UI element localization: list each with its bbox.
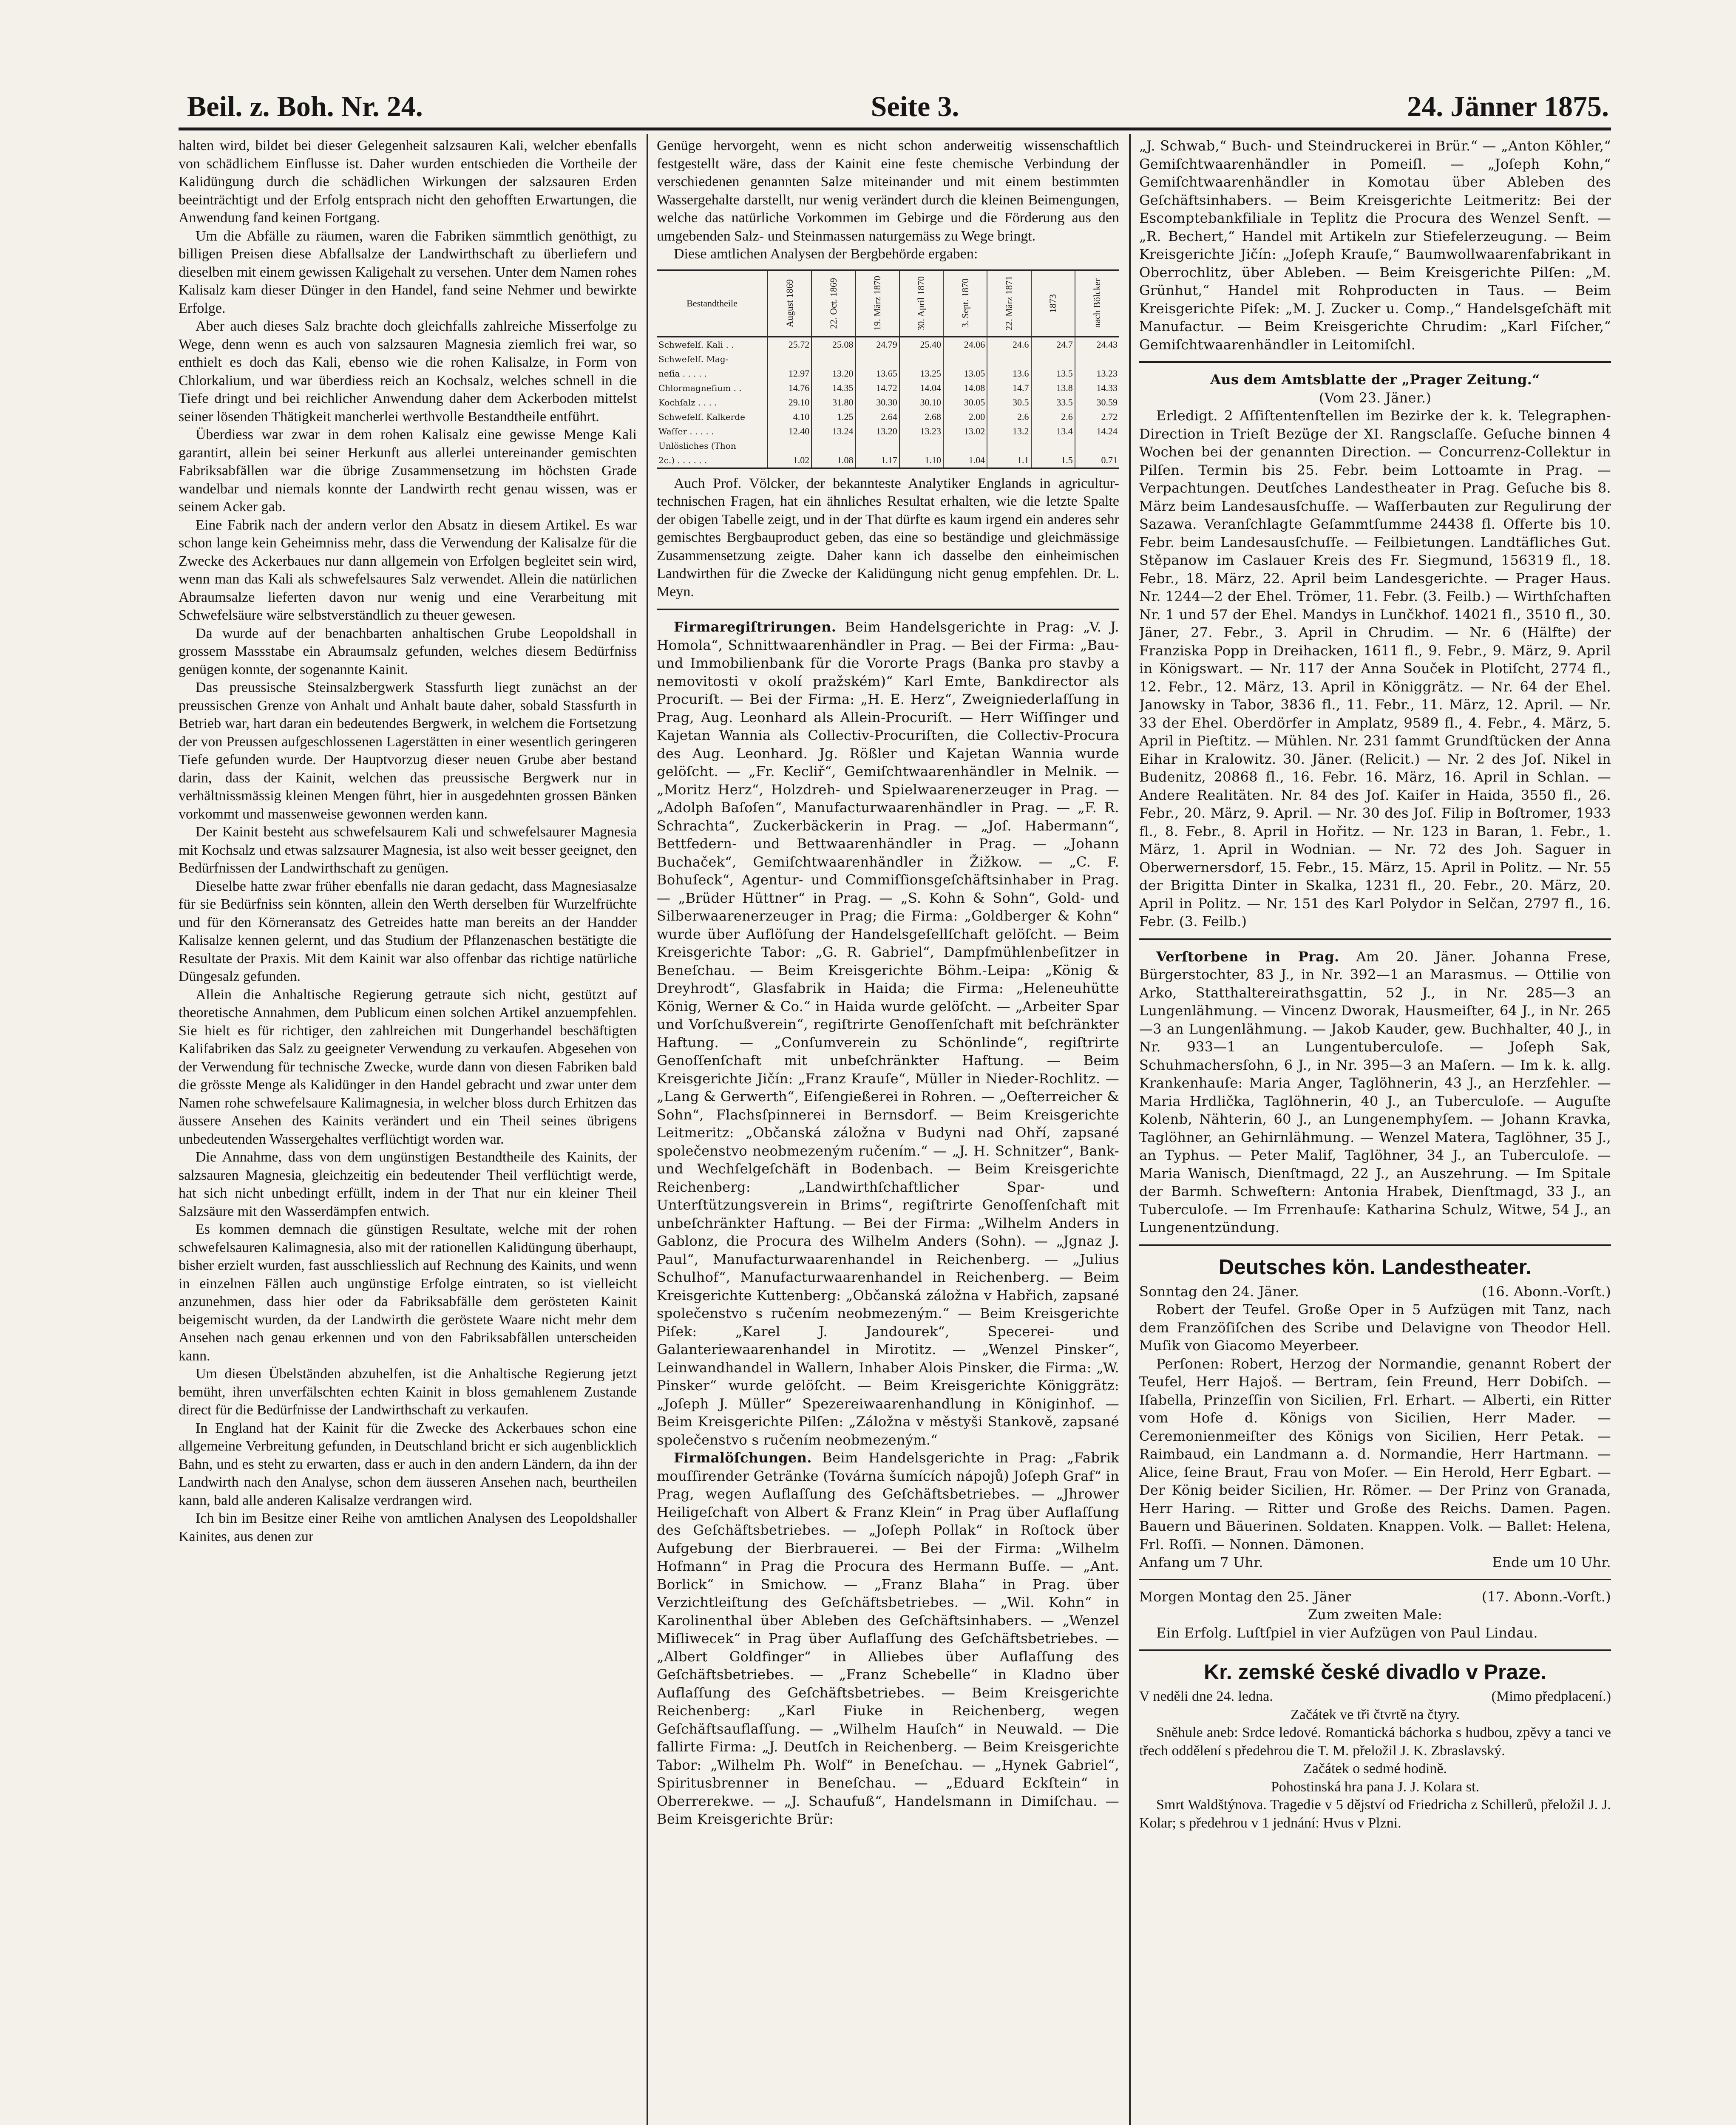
table-header-text: 3. Sept. 1870 [959,278,970,328]
table-cell [1032,352,1075,366]
column-1 [179,137,637,2125]
section-rule [1139,361,1611,363]
table-cell [1032,439,1075,453]
table-cell: 2.64 [856,410,900,424]
table-cell: 0.71 [1101,454,1118,465]
table-header-date [987,271,1031,337]
firm-deletions-heading: Firmalöſchungen. [674,1450,812,1466]
table-cell: 14.35 [812,381,856,395]
article-paragraph: Genüge hervorgeht, wenn es nicht schon anderweitig wissenschaftlich festgestellt wäre, dass der Kainit eine feste chemische Verbindung der verschiedenen genannten Salze miteinander und mit einem bestimmten Wassergehalte darstellt, nur wenig verändert durch die kleinen Beimengungen, welche das natürliche Vorkommen im Gebirge und die Förderung aus den umgebenden Salz- und Steinmassen naturgemäss zu Wege bringt. [657,138,1119,244]
table-cell: 1.17 [856,453,900,468]
table-cell [1075,439,1119,453]
article-paragraph: Eine Fabrik nach der andern verlor den Absatz in diesem Artikel. Es war schon lange kein Geheimniss mehr, dass die Verwendung der Kalisalze für die Zwecke des Ackerbaues nur dann allgemein von Erfolgen begleitet sein wird, wenn man das Kali als schwefelsaures Salz verwendet. Allein die natürlichen Abraumsalze lieferten davon nur wenig und eine Verarbeitung mit Schwefelsäure wäre selbstverständlich zu theuer gewesen. [179,517,637,623]
column-3 [1139,137,1611,2125]
table-cell: 30.05 [944,395,987,410]
table-header-date [900,271,944,337]
table-row-label: Kochſalz . . . . [657,395,768,410]
table-cell: 13.5 [1032,366,1075,381]
table-cell [900,439,944,453]
theatre-next-subscription: (17. Abonn.-Vorſt.) [1481,1588,1611,1605]
table-cell: 25.72 [768,337,812,352]
table-header-date [1075,271,1119,337]
table-cell: 24.79 [856,337,900,352]
table-header-text: 30. April 1870 [916,276,927,331]
theatre-date-row [1139,1283,1611,1301]
table-cell: 29.10 [768,395,812,410]
table-cell: 13.23 [1096,368,1118,379]
article-paragraph: halten wird, bildet bei dieser Gelegenheit salzsauren Kali, welcher ebenfalls von schädlichem Einflusse ist. Daher wurden entschieden die Vortheile der Kalidüngung durch die schädlichen Wirkungen der salzsauren Erden beeinträchtigt und der Erfolg entsprach nicht den gehofften Erwartungen, die Anwendung fand keinen Fortgang. [179,138,637,226]
column-2 [657,137,1119,2125]
column-divider [1129,134,1131,2125]
theatre-cast: Perſonen: Robert, Herzog der Normandie, genannt Robert der Teufel, Herr Hajoš. — Bertram, ſein Freund, Herr Dobiſch. — Iſabella, Prinzeſſin von Sicilien, Frl. Erhart. — Alberti, ein Ritter vom Hofe d. Königs von Sicilien, Herr Mader. — Ceremonienmeiſter des Königs von Sicilien, Herr Petak. — Raimbaud, ein Landmann a. d. Normandie, Herr Hartmann. — Alice, ſeine Braut, Frau von Moſer. — Ein Herold, Herr Egbart. — Der König beider Sicilien, Hr. Römer. — Der Prinz von Granada, Herr Haring. — Ritter und Große des Reichs. Damen. Pagen. Bauern und Bäuerinen. Soldaten. Knappen. Volk. — Ballet: Helena, Frl. Roſſi. — Nonnen. Dämonen. [1139,1355,1611,1553]
table-cell [900,352,944,366]
table-cell: 25.08 [812,337,856,352]
table-cell: 14.76 [768,381,812,395]
table-cell: 13.02 [944,424,987,439]
table-row-label: Schwefelſ. Kali . . [657,337,768,352]
table-cell: 1.1 [987,453,1031,468]
column-divider [647,134,648,2125]
table-cell: 12.97 [768,366,812,381]
table-cell: 13.6 [987,366,1031,381]
table-row-label: Waſſer . . . . . [657,424,768,439]
table-row-label: Schwefelſ. Mag- [657,352,768,366]
article-paragraph: Ich bin im Besitze einer Reihe von amtlichen Analysen des Leopoldshaller Kainites, aus denen zur [179,1510,637,1544]
theatre-start: Anfang um 7 Uhr. [1139,1554,1263,1570]
table-row-label: neſia . . . . . [657,366,768,381]
table-cell [987,439,1031,453]
table-cell: 1.5 [1032,453,1075,468]
table-cell: 30.10 [900,395,944,410]
header-date: 24. Jänner 1875. [1407,90,1609,122]
table-header-text: nach Bölcker [1092,278,1103,328]
article-paragraph: Überdiess war zwar in dem rohen Kalisalz eine gewisse Menge Kali garantirt, allein bei seiner Herkunft aus allerlei untereinander gemischten Fabriksabfällen war die übrige Zusammensetzung im höchsten Grade wandelbar und niemals konnte der Landwirth recht genau wissen, was er seinem Acker gab. [179,427,637,515]
article-paragraph: Aber auch dieses Salz brachte doch gleichfalls zahlreiche Misserfolge zu Wege, denn wenn es auch von salzsauren Magnesia ziemlich frei war, so enthielt es doch das Kali, ebenso wie die rohen Kalisalze, in Form von Chlorkalium, und war überdiess reich an Kochsalz, welches schnell in die Tiefe dringt und bei reichlicher Anwendung daher dem Ackerboden mittelst seiner lösenden Thätigkeit mancherlei werthvolle Bestandtheile entführt. [179,318,637,425]
czech-theatre-date: V neděli dne 24. ledna. [1139,1689,1273,1704]
article-paragraph: Auch Prof. Völcker, der bekannteste Analytiker Englands in agricultur-technischen Fragen, hat ein ähnliches Resultat erhalten, wie die letzte Spalte der obigen Tabelle zeigt, und in der That dürfte es kaum irgend ein anderes sehr gemischtes Bergbauproduct geben, das eine so beständige und gleichmässige Zusammensetzung zeigte. Daher kann ich dasselbe den einheimischen Landwirthen für die Zwecke der Kalidüngung nicht genug empfehlen. Dr. L. Meyn. [657,475,1119,600]
table-cell: 2.68 [900,410,944,424]
german-theatre-heading: Deutsches kön. Landestheater. [1218,1255,1532,1279]
table-cell: 13.2 [987,424,1031,439]
article-paragraph: Um diesen Übelständen abzuhelfen, ist die Anhaltische Regierung jetzt bemüht, ihren unverfälschten echten Kainit in bloss gemahlenem Zustande direct für die Bedürfnisse der Landwirthschaft zu verkaufen. [179,1366,637,1418]
deaths-notice [1139,948,1611,1237]
table-cell: 24.43 [1096,339,1118,350]
theatre-date: Sonntag den 24. Jäner. [1139,1283,1299,1300]
article-paragraph: Das preussische Steinsalzbergwerk Stassfurth liegt zunächst an der preussischen Grenze von Anhalt und Anhalt baute daher, sobald Stassfurth in Betrieb war, hart daran ein bedeutendes Bergwerk, in welchem die Fortsetzung der von Preussen aufgeschlossenen Lagerstätten in einer wesentlich geringeren Tiefe gefunden wurde. Der Hauptvorzug dieser neuen Grube aber bestand darin, dass der Kainit, welchen das preussische Bergwerk nur in verhältnissmässig kleinen Mengen führt, hier in ausgedehnten grossen Bänken vorkommt und massenweise gewonnen werden kann. [179,680,637,822]
table-cell: 2.72 [1101,411,1118,422]
table-header-text: August 1869 [784,279,795,328]
table-cell [768,352,812,366]
article-paragraph: Da wurde auf der benachbarten anhaltischen Grube Leopoldshall in grossem Massstabe ein Abraumsalz gefunden, welches diesem Bedürfniss genügen konnte, der sogenannte Kainit. [179,625,637,677]
table-header-label [657,271,768,337]
table-cell [1075,352,1119,366]
firm-deletions-text: Beim Handelsgerichte in Prag: „Fabrik mouſſirender Getränke (Továrna šumících nápojů) Joſeph Graf“ in Prag, wegen Auflaſſung des Geſchäftsbetriebes. — „Jhrower Heiligeſchaft von Albert & Franz Klein“ in Prag über Auflaſſung des Geſchäftsbetriebes. — „Joſeph Pollak“ in Roſtock über Aufgebung der Bierbrauerei. — Bei der Firma: „Wilhelm Hofmann“ in Prag die Procura des Hermann Buſſe. — „Ant. Borlick“ in Smichow. — „Franz Blaha“ in Prag. über Verzichtleiſtung des Geſchäftsbetriebes. — „Wil. Kohn“ in Karolinenthal über Ableben des Geſchäftsinhabers. — „Wenzel Miſliwecek“ in Prag über Auflaſſung des Geſchäftsbetriebes. — „Albert Goldfinger“ in Alliebes über Auflaſſung des Geſchäftsbetriebes. — „Franz Schebelle“ in Kladno über Auflaſſung des Geſchäftsbetriebes. — Beim Kreisgerichte Reichenberg: „Karl Fiuke in Reichenberg, wegen Geſchäftsauflaſſung. — „Wilhelm Hauſch“ in Neuwald. — Die fallirte Firma: „J. Deutſch in Reichenberg. — Beim Kreisgerichte Tabor: „Wilhelm Ph. Wolf“ in Beneſchau. — „Hynek Gabriel“, Spiritusbrenner in Beneſchau. — „Eduard Eckſtein“ in Oberrerekwe. — „J. Schaufuß“, Handelsmann in Dimiſchau. — Beim Kreisgerichte Brür: [657,1450,1119,1827]
section-rule [1139,938,1611,940]
table-cell: 24.7 [1032,337,1075,352]
analysis-table-grid [657,271,1119,468]
table-cell: 1.04 [944,453,987,468]
table-cell [987,352,1031,366]
header-page-number: Seite 3. [871,90,959,122]
amtsblatt-text: Erledigt. 2 Aſſiſtentenſtellen im Bezirke der k. k. Telegraphen-Direction in Trieſt Bezüge der XI. Rangsclaſſe. Geſuche binnen 4 Wochen bei der genannten Direction. — Concurrenz-Collektur in Pilſen. Termin bis 25. Febr. beim Lottoamte in Prag. — Verpachtungen. Deutſches Landestheater in Prag. Geſuche bis 8. März beim Landesausſchuſſe. — Waſſerbauten zur Regulirung der Sazawa. Veranſchlagte Geſammtſumme 24438 fl. Offerte bis 10. Febr. beim Landesausſchuſſe. — Feilbietungen. Landtäfliches Gut. Stěpanow im Caslauer Kreis des Fr. Siegmund, 156319 fl., 18. Febr., 18. März, 22. April beim Landesgerichte. — Prager Haus. Nr. 1244—2 der Ehel. Trömer, 11. Febr. (3. Feilb.) — Wirthſchaften Nr. 1 und 57 der Ehel. Mandys in Lunčkhof. 14021 fl., 3510 fl., 30. Jäner, 27. Febr., 3. April in Chrudim. — Nr. 6 (Hälfte) der Franziska Popp in Dreihacken, 1611 fl., 9. Febr., 9. März, 9. April in Königswart. — Nr. 117 der Anna Souček in Plotiſcht, 2774 fl., 12. Febr., 12. März, 13. April in Königgrätz. — Nr. 64 der Ehel. Janowsky in Tabor, 3836 fl., 11. Febr., 11. März, 12. April. — Nr. 33 der Ehel. Oberdörfer in Amplatz, 9589 fl., 4. Febr., 4. März, 5. April in Pieſtitz. — Mühlen. Nr. 231 ſammt Grundſtücken der Anna Eihar in Kralowitz. 30. Jäner. (Relicit.) — Nr. 2 des Joſ. Nikel in Budenitz, 20868 fl., 16. Febr. 16. März, 16. April in Schlan. — Andere Realitäten. Nr. 84 des Joſ. Kaiſer in Haida, 3550 fl., 26. Febr., 20. März, 9. April. — Nr. 30 des Joſ. Filip in Boſtromer, 1933 fl., 8. Febr., 8. April in Hořitz. — Nr. 123 in Baran, 1. Febr., 1. März, 1. April in Wodnian. — Nr. 72 des Joh. Saguer in Oberwernersdorf, 15. Febr., 15. März, 15. April in Politz. — Nr. 55 der Brigitta Dinter in Skalka, 1231 fl., 20. Febr., 20. März, 20. April in Politz. — Nr. 151 des Karl Polydor in Selčan, 2797 fl., 16. Febr. (3. Feilb.) [1139,408,1611,929]
amtsblatt-heading: Aus dem Amtsblatte der „Prager Zeitung.“ [1210,371,1540,388]
table-cell: 14.33 [1096,382,1118,393]
table-cell: 1.25 [812,410,856,424]
theatre-play: Robert der Teufel. Große Oper in 5 Aufzügen mit Tanz, nach dem Franzöſiſchen des Scribe und Delavigne von Theodor Hell. Muſik von Giacomo Meyerbeer. [1139,1301,1611,1354]
table-header-date [856,271,900,337]
czech-theatre-heading: Kr. zemské české divadlo v Praze. [1203,1660,1547,1684]
header-issue: Beil. z. Boh. Nr. 24. [187,90,423,122]
czech-theatre-guest: Pohostinská hra pana J. J. Kolara st. [1271,1779,1480,1795]
article-paragraph: Die Annahme, dass von dem ungünstigen Bestandtheile des Kainits, der salzsauren Magnesia, gleichzeitig ein bedeutender Theil verflüchtigt werde, hat sich nicht unbedingt erfüllt, indem in der That nur ein kleiner Theil Salzsäure mit den Wasserdämpfen entwich. [179,1149,637,1219]
firm-registrations-heading: Firmaregiſtrirungen. [674,619,837,635]
firm-deletions-continued: „J. Schwab,“ Buch- und Steindruckerei in Brür.“ — „Anton Köhler,“ Gemiſchtwaarenhändler in Pomeiſl. — „Joſeph Kohn,“ Gemiſchtwaarenhändler in Komotau über Ableben des Geſchäftsinhabers. — Beim Kreisgerichte Leitmeritz: Bei der Escomptebankfiliale in Teplitz die Procura des Wenzel Senft. — „R. Bechert,“ Handel mit Artikeln zur Stiefelerzeugung. — Beim Kreisgerichte Jičín: „Joſeph Krauſe,“ Baumwollwaarenfabrikant in Oberrochlitz, über Ableben. — Beim Kreisgerichte Pilſen: „M. Grünhut,“ Handel mit Rohproducten in Taus. — Beim Kreisgerichte Piſek: „M. J. Zucker u. Comp.,“ Handelsgeſchäft mit Manufactur. — Beim Kreisgerichte Chrudim: „Karl Fiſcher,“ Gemiſchtwaarenhändler in Leitomiſchl. [1139,138,1611,353]
theatre-end: Ende um 10 Uhr. [1492,1554,1611,1570]
theatre-next-row [1139,1588,1611,1606]
deaths-heading: Verſtorbene in Prag. [1156,948,1339,965]
table-row-label: Chlormagneſium . . [657,381,768,395]
firm-deletions [657,1449,1119,1828]
theatre-subscription: (16. Abonn.-Vorſt.) [1481,1283,1611,1300]
table-cell [812,352,856,366]
section-rule [657,609,1119,610]
table-cell: 13.8 [1032,381,1075,395]
table-cell [856,352,900,366]
table-row-label: Schwefelſ. Kalkerde [657,410,768,424]
table-cell: 2.6 [987,410,1031,424]
article-paragraph: Es kommen demnach die günstigen Resultate, welche mit der rohen schwefelsauren Kalimagnesia, also mit der rationellen Kalidüngung überhaupt, bisher erzielt wurden, fast ausschliesslich auf Rechnung des Kainits, und wenn in einzelnen Fällen auch ungünstige Erfolge eintraten, so ist vielleicht anzunehmen, dass hier oder da Fabriksabfälle dem gerösteten Kainit beigemischt wurden, da der Landwirth die geröstete Waare nicht mehr dem Ansehen nach genau erkennen und von den Fabriksabfällen unterscheiden kann. [179,1221,637,1364]
table-cell: 13.4 [1032,424,1075,439]
table-cell [812,439,856,453]
theatre-next-play: Ein Erfolg. Luſtſpiel in vier Aufzügen von Paul Lindau. [1156,1624,1538,1641]
article-paragraph: In England hat der Kainit für die Zwecke des Ackerbaues schon eine allgemeine Verbreitung gefunden, in Deutschland bricht er sich augenblicklich Bahn, und es steht zu erwarten, dass er auch in den andern Ländern, da ihn der Landwirth nach den Analyse, schon dem äusseren Ansehen nach, beurtheilen kann, bald alle anderen Kalisalze verdrangen wird. [179,1420,637,1508]
article-paragraph: Diese amtlichen Analysen der Bergbehörde ergaben: [674,246,978,262]
article-paragraph: Allein die Anhaltische Regierung getraute sich nicht, gestützt auf theoretische Annahmen, dem Publicum einen solchen Artikel anzuempfehlen. Sie hielt es für richtiger, den zahlreichen mit Dungerhandel beschäftigten Kalifabriken das Salz zu geeigneter Verwendung zu verkaufen. Abgesehen von der Verwendung für technische Zwecke, wurde dann von diesen Fabriken bald die grösste Menge als Kalidünger in den Handel gebracht und zwar unter dem Namen rohe schwefelsaure Kalimagnesia, in welcher bloss durch Erhitzen das äussere Ansehen des Kainits verändert und ein Theil seines übrigens unbedeutenden Wassergehaltes verflüchtigt worden war. [179,986,637,1147]
czech-theatre-play: Sněhule aneb: Srdce ledové. Romantická báchorka s hudbou, zpěvy a tanci ve třech oddělení s předehrou die T. M. přeložil J. K. Zbraslavský. [1139,1725,1611,1759]
table-header-date [812,271,856,337]
table-cell: 14.7 [987,381,1031,395]
table-cell: 30.30 [856,395,900,410]
theatre-times [1139,1553,1611,1572]
table-cell: 24.06 [944,337,987,352]
table-cell: 13.23 [900,424,944,439]
table-row-label: 2c.) . . . . . . [657,453,768,468]
table-header-date [944,271,987,337]
czech-theatre-start: Začátek ve tři čtvrtě na čtyry. [1290,1706,1460,1723]
section-rule [1139,1579,1611,1580]
table-row-label: Unlösliches (Thon [657,439,768,453]
table-cell [944,439,987,453]
table-cell: 33.5 [1032,395,1075,410]
table-cell [768,439,812,453]
table-cell: 1.02 [768,453,812,468]
section-rule [1139,1244,1611,1246]
table-cell: 2.00 [944,410,987,424]
table-header-text: 1873 [1047,294,1058,313]
table-cell: 30.5 [987,395,1031,410]
deaths-text: Am 20. Jäner. Johanna Frese, Bürgerstochter, 83 J., in Nr. 392—1 an Marasmus. — Ottilie von Arko, Statthaltereirathsgattin, 52 J., in Nr. 285—3 an Lungenlähmung. — Vincenz Dworak, Hausmeiſter, 64 J., in Nr. 265—3 an Lungenlähmung. — Jakob Kauder, gew. Buchhalter, 40 J., in Nr. 933—1 an Lungentuberculoſe. — Joſeph Sak, Schuhmachersſohn, 6 J., in Nr. 395—3 an Maſern. — Im k. k. allg. Krankenhauſe: Maria Anger, Taglöhnerin, 43 J., an Herzfehler. — Maria Hrdlička, Taglöhnerin, 40 J., an Tuberculoſe. — Auguſte Kolenb, Nähterin, 60 J., an Lungenemphyſem. — Johann Kravka, Taglöhner, an Gehirnlähmung. — Wenzel Matera, Taglöhner, 35 J., an Typhus. — Peter Malif, Taglöhner, 34 J., an Tuberculoſe. — Maria Wanisch, Dienſtmagd, 22 J., an Auszehrung. — Im Spitale der Barmh. Schweſtern: Antonia Hrabek, Dienſtmagd, 33 J., an Tuberculoſe. — Im Frrenhauſe: Katharina Schulz, Witwe, 54 J., an Lungenentzündung. [1139,948,1611,1235]
table-cell: 14.24 [1096,425,1118,436]
table-header-text: Bestandtheile [686,298,738,309]
table-cell: 24.6 [987,337,1031,352]
article-paragraph: Dieselbe hatte zwar früher ebenfalls nie daran gedacht, dass Magnesiasalze für sie Bedürfniss sein könnten, allein den Werth derselben für Wurzelfrüchte und für den Körneransatz des Getreides hatte man bereits an der Handder Kalisalze kennen gelernt, und das Studium der Pflanzenaschen bestätigte die Resultate der Praxis. Mit dem Kainit war also offenbar das richtige natürliche Düngesalz gefunden. [179,878,637,984]
firm-registrations-text: Beim Handelsgerichte in Prag: „V. J. Homola“, Schnittwaarenhändler in Prag. — Bei der Firma: „Bau- und Immobilienbank für die Vororte Prags (Banka pro stavby a nemovitosti v okolí pražském)“ Karl Emte, Bankdirector als Procuriſt. — Bei der Firma: „H. E. Herz“, Zweigniederlaſſung in Prag, Aug. Leonhard als Allein-Procuriſt. — Herr Wiſſinger und Kajetan Wannia als Collectiv-Procuriſten, die Collectiv-Procura des Aug. Leonhard. Jg. Rößler und Kajetan Wannia wurde gelöſcht. — „Fr. Kecliř“, Gemiſchtwaarenhändler in Melnik. — „Moritz Herz“, Holzdreh- und Spielwaarenerzeuger in Prag. — „Adolph Baſoſen“, Manufacturwaarenhändler in Prag. — „F. R. Schrachta“, Zuckerbäckerin in Prag. — „Joſ. Habermann“, Bettfedern- und Bettwaarenhändler in Prag. — „Johann Buchaček“, Gemiſchtwaarenhändler in Žižkow. — „C. F. Bohuſeck“, Agentur- und Commiſſionsgeſchäftsinhaber in Prag. — „Brüder Hüttner“ in Prag. — „S. Kohn & Sohn“, Gold- und Silberwaarenerzeuger in Prag; die Firma: „Goldberger & Kohn“ wurde über Auflöſung der Handelsgeſellſchaft gelöſcht. — Beim Kreisgerichte Tabor: „G. R. Gabriel“, Dampfmühlenbeſitzer in Beneſchau. — Beim Kreisgerichte Böhm.-Leipa: „König & Dreyhrodt“, Glasfabrik in Haida; die Firma: „Heleneuhütte König, Werner & Co.“ in Haida wurde gelöſcht. — „Arbeiter Spar und Vorſchußverein“, regiſtrirte Genoſſenſchaft mit beſchränkter Haftung. — „Conſumverein zu Schönlinde“, regiſtrirte Genoſſenſchaft mit unbeſchränkter Haftung. — Beim Kreisgerichte Jičín: „Franz Krauſe“, Müller in Nieder-Rochlitz. — „Lang & Gerwerth“, Eiſengießerei in Rohren. — „Oeſterreicher & Sohn“, Flachsſpinnerei in Bernsdorf. — Beim Kreisgerichte Leitmeritz: „Občanská záložna v Budyni nad Ohří, zapsané společenstvo neobmezeným ručením.“ — „J. H. Schnitzer“, Bank- und Wechſelgeſchäft in Bodenbach. — Beim Kreisgerichte Reichenberg: „Landwirthſchaftlicher Spar- und Unterſtützungsverein in Brims“, regiſtrirte Genoſſenſchaft mit unbeſchränkter Haftung. — Bei der Firma: „Wilhelm Anders in Gablonz, die Procura des Wilhelm Anders (Sohn). — „Jgnaz J. Paul“, Manufacturwaarenhandel in Reichenberg. — „Julius Schulhof“, Manufacturwaarenhandel in Reichenberg. — Beim Kreisgerichte Kuttenberg: „Občanská záložna v Habřich, zapsané společenstvo s ručením neobmezeným.“ — Beim Kreisgerichte Piſek: „Karel J. Jandourek“, Specerei- und Galanteriewaarenhandel in Mirotitz. — „Wenzel Pinsker“, Leinwandhandel in Wallern, Inhaber Alois Pinsker, die Firma: „W. Pinsker“ wurde gelöſcht. — Beim Kreisgerichte Königgrätz: „Joſeph J. Müller“ Spezereiwaarenhandlung in Königinhof. — Beim Kreisgerichte Pilſen: „Záložna v městyši Stankově, zapsané společenstvo s ručením neobmezeným.“ [657,619,1119,1448]
table-cell: 13.05 [944,366,987,381]
theatre-next-date: Morgen Montag den 25. Jäner [1139,1588,1351,1605]
table-cell: 13.24 [812,424,856,439]
firm-registrations [657,618,1119,1449]
running-header [187,76,1609,123]
table-cell: 13.20 [856,424,900,439]
table-cell: 14.72 [856,381,900,395]
table-cell [856,439,900,453]
table-cell: 2.6 [1032,410,1075,424]
table-cell: 4.10 [768,410,812,424]
table-cell: 13.25 [900,366,944,381]
table-cell: 1.10 [900,453,944,468]
table-cell: 13.20 [812,366,856,381]
table-cell: 13.65 [856,366,900,381]
table-header-text: 19. März 1870 [872,276,883,331]
czech-theatre-play-2: Smrt Waldštýnova. Tragedie v 5 dějství od Friedricha z Schillerů, přeložil J. J. Kolar; s předehrou v 1 jednání: Hvus v Plzni. [1139,1797,1611,1831]
analysis-table [657,269,1119,469]
table-cell: 1.08 [812,453,856,468]
table-cell: 25.40 [900,337,944,352]
table-cell: 30.59 [1096,397,1118,408]
czech-theatre-subscription: (Mimo předplacení.) [1491,1689,1611,1704]
table-cell: 14.04 [900,381,944,395]
table-header-date [768,271,812,337]
article-paragraph: Um die Abfälle zu räumen, waren die Fabriken sämmtlich genöthigt, zu billigen Preisen diese Abfallsalze der Landwirthschaft zu überliefern und dieselben mit einem gewissen Kaligehalt zu versehen. Unter dem Namen rohes Kalisalz kam dieser Dünger in den Handel, fand seine Nehmer und bewirkte Erfolge. [179,228,637,316]
table-header-text: 22. März 1871 [1003,276,1014,331]
article-paragraph: Der Kainit besteht aus schwefelsaurem Kali und schwefelsaurer Magnesia mit Kochsalz und etwas salzsaurer Magnesia, ist also weit besser geeignet, den Bedürfnissen der Landwirthschaft zu genügen. [179,824,637,876]
table-cell: 31.80 [812,395,856,410]
table-header-date [1032,271,1075,337]
header-rule [179,128,1611,130]
czech-theatre-date-row [1139,1688,1611,1706]
table-cell: 12.40 [768,424,812,439]
table-cell: 14.08 [944,381,987,395]
table-header-text: 22. Oct. 1869 [828,278,839,329]
czech-theatre-start-2: Začátek o sedmé hodině. [1303,1761,1447,1776]
amtsblatt-date: (Vom 23. Jäner.) [1319,389,1432,406]
section-rule [1139,1649,1611,1651]
table-cell [944,352,987,366]
theatre-next-note: Zum zweiten Male: [1308,1606,1443,1623]
